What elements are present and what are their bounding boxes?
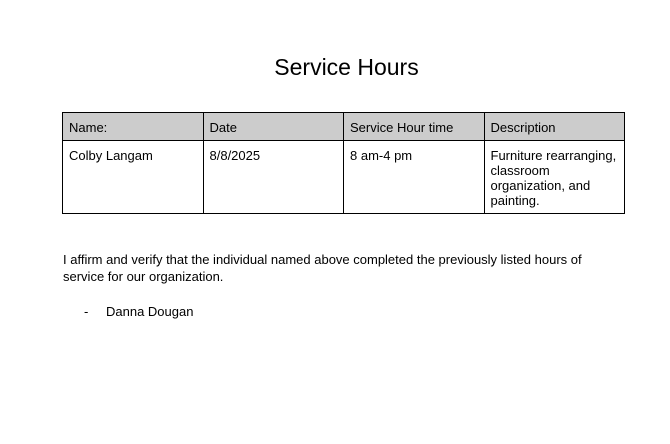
- cell-service-hour-time: 8 am-4 pm: [344, 141, 485, 214]
- cell-date: 8/8/2025: [203, 141, 344, 214]
- table-row: [63, 141, 625, 214]
- signature-name: Danna Dougan: [106, 304, 194, 319]
- table-header-row: [63, 113, 625, 141]
- header-date: Date: [203, 113, 344, 141]
- header-service-hour-time: Service Hour time: [344, 113, 485, 141]
- header-name: Name:: [63, 113, 204, 141]
- cell-description: Furniture rearranging, classroom organization, and painting.: [484, 141, 625, 214]
- cell-name: Colby Langam: [63, 141, 204, 214]
- signature-line: [84, 303, 193, 320]
- header-description: Description: [484, 113, 625, 141]
- page-title: Service Hours: [274, 54, 419, 80]
- service-hours-table: [62, 112, 625, 214]
- affirmation-text: I affirm and verify that the individual named above completed the previously listed hours of service for our organization.: [63, 252, 582, 284]
- signature-bullet: -: [84, 304, 89, 319]
